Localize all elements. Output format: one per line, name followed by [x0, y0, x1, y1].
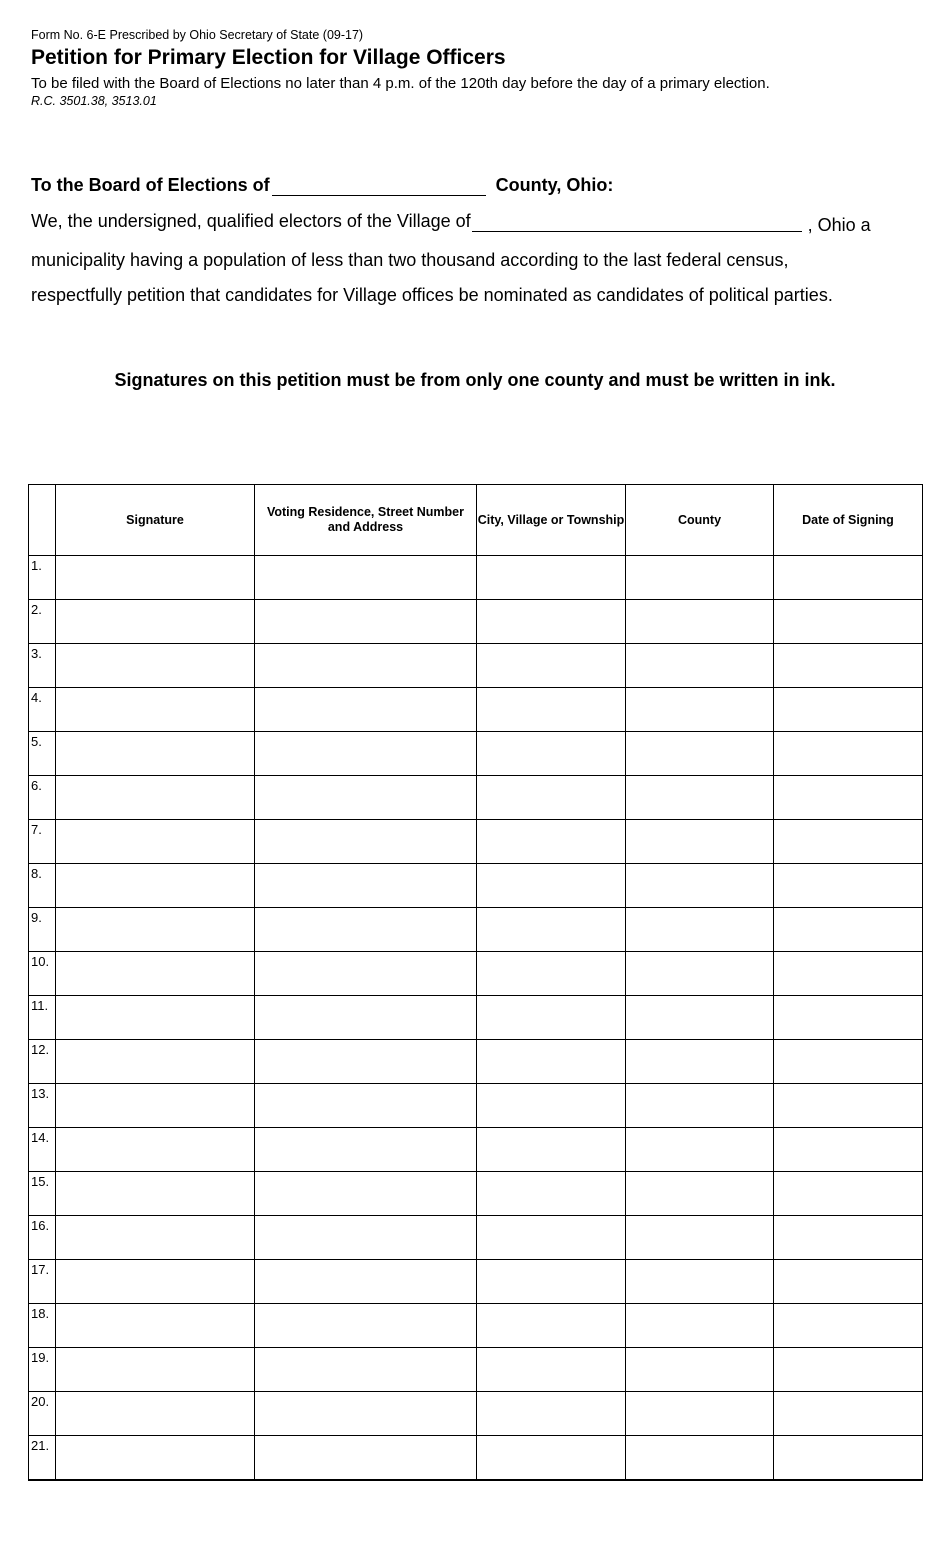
county-cell[interactable]: [626, 952, 774, 996]
page-title: Petition for Primary Election for Village Officers: [31, 46, 506, 69]
city-village-township-cell[interactable]: [477, 1216, 626, 1260]
date-of-signing-cell[interactable]: [774, 1348, 923, 1392]
petition-text-line-3: respectfully petition that candidates for Village offices be nominated as candidates of political parties.: [31, 285, 833, 305]
table-row: [29, 1128, 923, 1172]
table-row: [29, 1436, 923, 1481]
form-number: Form No. 6-E Prescribed by Ohio Secretary of State (09-17): [31, 28, 364, 42]
date-of-signing-cell[interactable]: [774, 1436, 923, 1481]
voting-residence-cell[interactable]: [255, 1304, 477, 1348]
table-row: [29, 864, 923, 908]
header-county: County: [626, 485, 774, 556]
county-cell[interactable]: [626, 688, 774, 732]
row-number-cell: [29, 820, 56, 864]
county-cell[interactable]: [626, 1084, 774, 1128]
row-number: 16.: [31, 1218, 50, 1233]
row-number: 11.: [31, 998, 49, 1013]
voting-residence-cell[interactable]: [255, 1172, 477, 1216]
voting-residence-cell[interactable]: [255, 1392, 477, 1436]
petition-text-start: We, the undersigned, qualified electors of the Village of: [31, 211, 471, 231]
date-of-signing-cell[interactable]: [774, 600, 923, 644]
row-number: 21.: [31, 1438, 50, 1453]
row-number: 6.: [31, 778, 42, 793]
date-of-signing-cell[interactable]: [774, 1392, 923, 1436]
row-number: 2.: [31, 602, 42, 617]
signature-cell[interactable]: [56, 1040, 255, 1084]
city-village-township-cell[interactable]: [477, 1128, 626, 1172]
table-row: [29, 1172, 923, 1216]
row-number: 18.: [31, 1306, 50, 1321]
table-row: [29, 908, 923, 952]
city-village-township-cell[interactable]: [477, 732, 626, 776]
to-board-label: To the Board of Elections of: [31, 175, 270, 195]
voting-residence-cell[interactable]: [255, 1128, 477, 1172]
row-number-cell: [29, 776, 56, 820]
header-signature: Signature: [56, 485, 255, 556]
voting-residence-cell[interactable]: [255, 688, 477, 732]
date-of-signing-cell[interactable]: [774, 908, 923, 952]
petition-text-line-1: [31, 211, 871, 235]
header-date-of-signing: Date of Signing: [774, 485, 923, 556]
header-voting-residence: Voting Residence, Street Number and Address: [255, 485, 477, 556]
city-village-township-cell[interactable]: [477, 864, 626, 908]
date-of-signing-cell[interactable]: [774, 1216, 923, 1260]
row-number-cell: [29, 1260, 56, 1304]
city-village-township-cell[interactable]: [477, 1348, 626, 1392]
header-city-village-township: City, Village or Township: [477, 485, 626, 556]
table-row: [29, 952, 923, 996]
table-row: [29, 556, 923, 600]
county-cell[interactable]: [626, 644, 774, 688]
voting-residence-cell[interactable]: [255, 1216, 477, 1260]
county-cell[interactable]: [626, 1348, 774, 1392]
row-number: 1.: [31, 558, 42, 573]
city-village-township-cell[interactable]: [477, 1084, 626, 1128]
signature-table: [28, 484, 923, 1481]
row-number: 17.: [31, 1262, 50, 1277]
signature-cell[interactable]: [56, 1260, 255, 1304]
table-row: [29, 820, 923, 864]
date-of-signing-cell[interactable]: [774, 952, 923, 996]
voting-residence-cell[interactable]: [255, 1040, 477, 1084]
voting-residence-cell[interactable]: [255, 820, 477, 864]
voting-residence-cell[interactable]: [255, 556, 477, 600]
county-cell[interactable]: [626, 1128, 774, 1172]
board-address-line: [31, 175, 613, 196]
signature-cell[interactable]: [56, 688, 255, 732]
signature-cell[interactable]: [56, 908, 255, 952]
city-village-township-cell[interactable]: [477, 1040, 626, 1084]
city-village-township-cell[interactable]: [477, 644, 626, 688]
county-cell[interactable]: [626, 908, 774, 952]
row-number: 9.: [31, 910, 42, 925]
row-number-cell: [29, 996, 56, 1040]
voting-residence-cell[interactable]: [255, 600, 477, 644]
city-village-township-cell[interactable]: [477, 688, 626, 732]
county-cell[interactable]: [626, 1216, 774, 1260]
date-of-signing-cell[interactable]: [774, 1128, 923, 1172]
signature-cell[interactable]: [56, 1348, 255, 1392]
row-number-cell: [29, 1040, 56, 1084]
date-of-signing-cell[interactable]: [774, 556, 923, 600]
signature-cell[interactable]: [56, 556, 255, 600]
row-number-cell: [29, 1392, 56, 1436]
row-number-cell: [29, 1216, 56, 1260]
header-row-number: [29, 485, 56, 556]
county-ohio-label: County, Ohio:: [495, 175, 614, 195]
table-row: [29, 600, 923, 644]
row-number-cell: [29, 1304, 56, 1348]
signature-notice: Signatures on this petition must be from only one county and must be written in ink.: [114, 370, 836, 390]
date-of-signing-cell[interactable]: [774, 644, 923, 688]
city-village-township-cell[interactable]: [477, 908, 626, 952]
date-of-signing-cell[interactable]: [774, 776, 923, 820]
date-of-signing-cell[interactable]: [774, 1084, 923, 1128]
filing-instructions: To be filed with the Board of Elections no later than 4 p.m. of the 120th day before the day of a primary election.: [31, 75, 770, 92]
county-cell[interactable]: [626, 1304, 774, 1348]
signature-cell[interactable]: [56, 1172, 255, 1216]
table-row: [29, 1216, 923, 1260]
table-row: [29, 644, 923, 688]
table-header-row: [29, 485, 923, 556]
voting-residence-cell[interactable]: [255, 996, 477, 1040]
city-village-township-cell[interactable]: [477, 1436, 626, 1481]
row-number-cell: [29, 1172, 56, 1216]
signature-cell[interactable]: [56, 644, 255, 688]
city-village-township-cell[interactable]: [477, 600, 626, 644]
voting-residence-cell[interactable]: [255, 1260, 477, 1304]
county-cell[interactable]: [626, 864, 774, 908]
city-village-township-cell[interactable]: [477, 996, 626, 1040]
row-number-cell: [29, 1084, 56, 1128]
date-of-signing-cell[interactable]: [774, 1040, 923, 1084]
date-of-signing-cell[interactable]: [774, 996, 923, 1040]
row-number-cell: [29, 644, 56, 688]
voting-residence-cell[interactable]: [255, 1084, 477, 1128]
signature-rows: [29, 556, 923, 1481]
signature-cell[interactable]: [56, 1304, 255, 1348]
county-cell[interactable]: [626, 996, 774, 1040]
row-number-cell: [29, 732, 56, 776]
table-row: [29, 1084, 923, 1128]
date-of-signing-cell[interactable]: [774, 1304, 923, 1348]
table-row: [29, 776, 923, 820]
signature-cell[interactable]: [56, 864, 255, 908]
county-cell[interactable]: [626, 1260, 774, 1304]
city-village-township-cell[interactable]: [477, 1304, 626, 1348]
signature-cell[interactable]: [56, 1216, 255, 1260]
signature-cell[interactable]: [56, 820, 255, 864]
row-number: 13.: [31, 1086, 50, 1101]
county-cell[interactable]: [626, 600, 774, 644]
signature-cell[interactable]: [56, 1436, 255, 1481]
petition-text-ohio: , Ohio a: [807, 215, 871, 235]
county-cell[interactable]: [626, 1040, 774, 1084]
voting-residence-cell[interactable]: [255, 952, 477, 996]
signature-cell[interactable]: [56, 776, 255, 820]
row-number: 3.: [31, 646, 42, 661]
row-number-cell: [29, 688, 56, 732]
row-number-cell: [29, 556, 56, 600]
table-row: [29, 1260, 923, 1304]
county-cell[interactable]: [626, 556, 774, 600]
city-village-township-cell[interactable]: [477, 820, 626, 864]
voting-residence-cell[interactable]: [255, 776, 477, 820]
signature-cell[interactable]: [56, 732, 255, 776]
row-number: 14.: [31, 1130, 50, 1145]
row-number-cell: [29, 864, 56, 908]
date-of-signing-cell[interactable]: [774, 820, 923, 864]
signature-cell[interactable]: [56, 600, 255, 644]
row-number: 4.: [31, 690, 42, 705]
row-number-cell: [29, 1436, 56, 1481]
city-village-township-cell[interactable]: [477, 1392, 626, 1436]
table-row: [29, 1040, 923, 1084]
row-number-cell: [29, 1348, 56, 1392]
county-cell[interactable]: [626, 820, 774, 864]
voting-residence-cell[interactable]: [255, 1436, 477, 1481]
village-name-field[interactable]: [472, 211, 802, 232]
row-number-cell: [29, 1128, 56, 1172]
row-number: 19.: [31, 1350, 50, 1365]
petition-text-line-2: municipality having a population of less than two thousand according to the last federal census,: [31, 250, 789, 270]
table-row: [29, 996, 923, 1040]
date-of-signing-cell[interactable]: [774, 732, 923, 776]
row-number: 20.: [31, 1394, 50, 1409]
table-row: [29, 688, 923, 732]
signature-cell[interactable]: [56, 1128, 255, 1172]
row-number: 10.: [31, 954, 50, 969]
date-of-signing-cell[interactable]: [774, 1172, 923, 1216]
county-cell[interactable]: [626, 1172, 774, 1216]
voting-residence-cell[interactable]: [255, 864, 477, 908]
row-number: 7.: [31, 822, 42, 837]
county-cell[interactable]: [626, 732, 774, 776]
statute-reference: R.C. 3501.38, 3513.01: [31, 94, 157, 108]
city-village-township-cell[interactable]: [477, 1260, 626, 1304]
date-of-signing-cell[interactable]: [774, 864, 923, 908]
row-number: 8.: [31, 866, 42, 881]
date-of-signing-cell[interactable]: [774, 1260, 923, 1304]
city-village-township-cell[interactable]: [477, 556, 626, 600]
table-row: [29, 1304, 923, 1348]
row-number-cell: [29, 600, 56, 644]
voting-residence-cell[interactable]: [255, 1348, 477, 1392]
row-number: 15.: [31, 1174, 50, 1189]
signature-cell[interactable]: [56, 1392, 255, 1436]
county-cell[interactable]: [626, 1436, 774, 1481]
county-cell[interactable]: [626, 776, 774, 820]
voting-residence-cell[interactable]: [255, 732, 477, 776]
signature-cell[interactable]: [56, 996, 255, 1040]
row-number: 12.: [31, 1042, 50, 1057]
city-village-township-cell[interactable]: [477, 1172, 626, 1216]
city-village-township-cell[interactable]: [477, 776, 626, 820]
row-number-cell: [29, 952, 56, 996]
signature-cell[interactable]: [56, 952, 255, 996]
table-row: [29, 1392, 923, 1436]
signature-cell[interactable]: [56, 1084, 255, 1128]
voting-residence-cell[interactable]: [255, 908, 477, 952]
table-row: [29, 1348, 923, 1392]
city-village-township-cell[interactable]: [477, 952, 626, 996]
county-cell[interactable]: [626, 1392, 774, 1436]
county-name-field[interactable]: [272, 177, 486, 196]
row-number: 5.: [31, 734, 42, 749]
date-of-signing-cell[interactable]: [774, 688, 923, 732]
voting-residence-cell[interactable]: [255, 644, 477, 688]
row-number-cell: [29, 908, 56, 952]
table-row: [29, 732, 923, 776]
